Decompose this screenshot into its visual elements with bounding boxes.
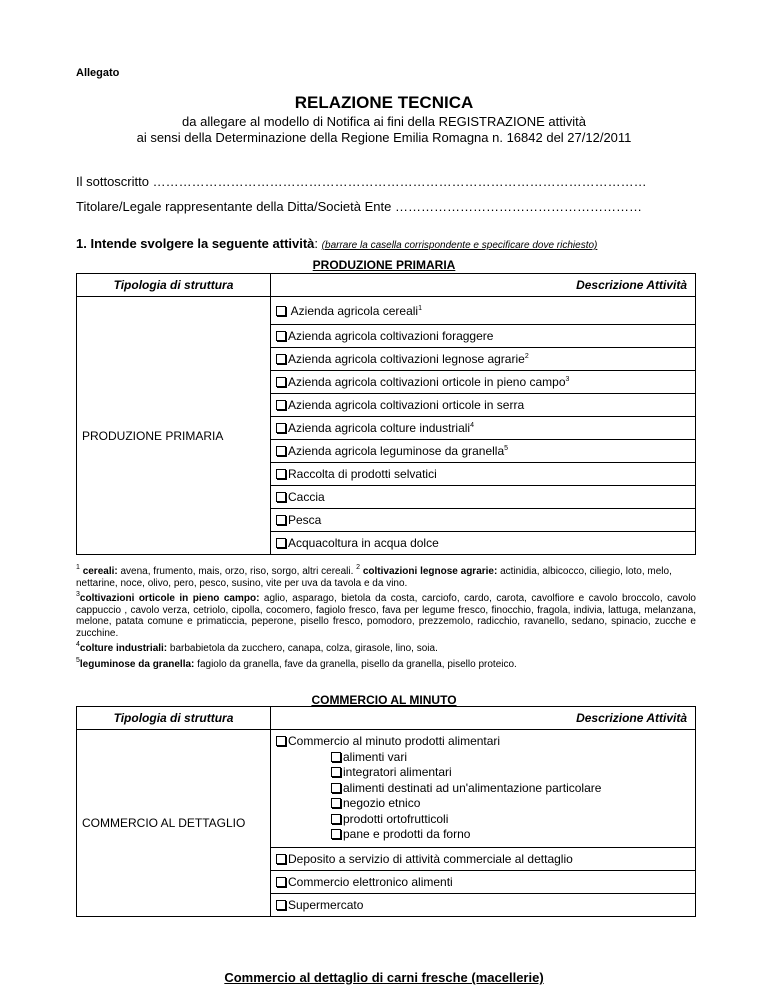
table-1-item[interactable]: Acquacoltura in acqua dolce: [271, 532, 696, 555]
list-item[interactable]: prodotti ortofrutticoli: [331, 812, 690, 828]
checkbox-icon[interactable]: [331, 767, 341, 777]
checkbox-icon[interactable]: [331, 798, 341, 808]
table-2-title: COMMERCIO AL MINUTO: [311, 693, 457, 707]
table-1-item[interactable]: Pesca: [271, 509, 696, 532]
table-1-item[interactable]: Azienda agricola cereali$^1$: [271, 297, 696, 325]
list-item[interactable]: pane e prodotti da forno: [331, 827, 690, 843]
allegato-label: Allegato: [76, 67, 120, 79]
checkbox-icon[interactable]: [331, 829, 341, 839]
list-item[interactable]: alimenti destinati ad un'alimentazione particolare: [331, 781, 690, 797]
table-2-col-tipologia: Tipologia di struttura: [77, 707, 271, 730]
table-1-item[interactable]: Azienda agricola colture industriali$^4$: [271, 417, 696, 440]
titolare-field[interactable]: Titolare/Legale rappresentante della Ditta/Società Ente …………………………………………………: [76, 199, 642, 214]
footnote-4: $^4$colture industriali: barbabietola da zucchero, canapa, colza, girasole, lino, soia.: [76, 641, 438, 654]
table-commercio-al-minuto: [76, 706, 696, 917]
checkbox-icon[interactable]: [276, 446, 286, 456]
document-title: RELAZIONE TECNICA: [294, 93, 474, 112]
checkbox-icon[interactable]: [331, 752, 341, 762]
checkbox-icon[interactable]: [276, 331, 286, 341]
table-1-item[interactable]: Azienda agricola coltivazioni legnose agrarie$^2$: [271, 348, 696, 371]
checkbox-icon[interactable]: [276, 354, 286, 364]
checkbox-icon[interactable]: [331, 814, 341, 824]
footnote-3: $^3$coltivazioni orticole in pieno campo: aglio, asparago, bietola da costa, carciofo, cardo, carota, cavolfiore e cavolo broccolo, cavolo cappuccio , cavolo verza, cetriolo, cipolla, cocomero, fagiolo fresco, fava per legume fresco, finocchio, fragola, indivia, lattuga, melanzana, melone, patata comune e primaticcia, peperone, pisello fresco, pomodoro, prezzemolo, radicchio, ravanello, sedano, spinacio, zucche e zucchine.: [76, 591, 696, 639]
table-1-item[interactable]: Azienda agricola coltivazioni foraggere: [271, 325, 696, 348]
checkbox-icon[interactable]: [276, 515, 286, 525]
table-1-col-descrizione: Descrizione Attività: [271, 274, 696, 297]
checkbox-icon[interactable]: [276, 306, 286, 316]
list-item[interactable]: alimenti vari: [331, 750, 690, 766]
table-1-item[interactable]: Caccia: [271, 486, 696, 509]
subtitle-line-2: ai sensi della Determinazione della Regione Emilia Romagna n. 16842 del 27/12/2011: [136, 130, 632, 145]
table-1-title: PRODUZIONE PRIMARIA: [312, 258, 456, 272]
section-1-label: 1. Intende svolgere la seguente attività: [76, 236, 315, 251]
checkbox-icon[interactable]: [276, 538, 286, 548]
list-item[interactable]: negozio etnico: [331, 796, 690, 812]
section-1-note: (barrare la casella corrispondente e specificare dove richiesto): [321, 240, 598, 251]
footnotes: [76, 562, 696, 670]
table-2-col-descrizione: Descrizione Attività: [271, 707, 696, 730]
table-1-item[interactable]: Azienda agricola coltivazioni orticole in pieno campo$^3$: [271, 371, 696, 394]
table-2-item[interactable]: Commercio elettronico alimenti: [271, 871, 696, 894]
table-2-sublist: [276, 750, 690, 843]
footnote-1-2: $^1$ cereali: avena, frumento, mais, orzo, riso, sorgo, altri cereali. $^2$ coltivazioni legnose agrarie: actinidia, albicocco, ciliegio, loto, melo, nettarine, noce, olivo, pero, pesco, susino, vite per uva da tavola e da vino.: [76, 564, 672, 589]
checkbox-icon[interactable]: [276, 492, 286, 502]
checkbox-icon[interactable]: [276, 377, 286, 387]
table-produzione-primaria: [76, 273, 696, 555]
subtitle-line-1: da allegare al modello di Notifica ai fini della REGISTRAZIONE attività: [182, 114, 586, 129]
checkbox-icon[interactable]: [276, 400, 286, 410]
table-2-item[interactable]: Supermercato: [271, 894, 696, 917]
checkbox-icon[interactable]: [331, 783, 341, 793]
footnote-5: $^5$leguminose da granella: fagiolo da granella, fave da granella, pisello da granella, pisello proteico.: [76, 656, 517, 670]
section-1-colon: :: [314, 236, 319, 251]
list-item[interactable]: integratori alimentari: [331, 765, 690, 781]
checkbox-icon[interactable]: [276, 877, 286, 887]
table-2-left-cell: COMMERCIO AL DETTAGLIO: [77, 730, 271, 917]
checkbox-icon[interactable]: [276, 469, 286, 479]
table-1-left-cell: PRODUZIONE PRIMARIA: [77, 297, 271, 555]
checkbox-icon[interactable]: [276, 736, 286, 746]
table-1-item[interactable]: Azienda agricola coltivazioni orticole in serra: [271, 394, 696, 417]
table-2-header-row: [77, 707, 696, 730]
table-1-header-row: [77, 274, 696, 297]
table-1-item[interactable]: Azienda agricola leguminose da granella$^5$: [271, 440, 696, 463]
table-1-col-tipologia: Tipologia di struttura: [77, 274, 271, 297]
checkbox-icon[interactable]: [276, 423, 286, 433]
table-2-main-item[interactable]: Commercio al minuto prodotti alimentari alimenti vari integratori alimentari alimenti destinati ad un'alimentazione particolare negozio etnico prodotti ortofrutticoli pane e prodotti da forno: [271, 730, 696, 848]
checkbox-icon[interactable]: [276, 900, 286, 910]
table-1-item[interactable]: Raccolta di prodotti selvatici: [271, 463, 696, 486]
section-1-heading: [76, 236, 597, 251]
checkbox-icon[interactable]: [276, 854, 286, 864]
bottom-section-title: Commercio al dettaglio di carni fresche (macellerie): [224, 970, 544, 985]
sottoscritto-field[interactable]: Il sottoscritto ……………………………………………………………………………………………………: [76, 174, 647, 189]
table-2-item[interactable]: Deposito a servizio di attività commerciale al dettaglio: [271, 848, 696, 871]
